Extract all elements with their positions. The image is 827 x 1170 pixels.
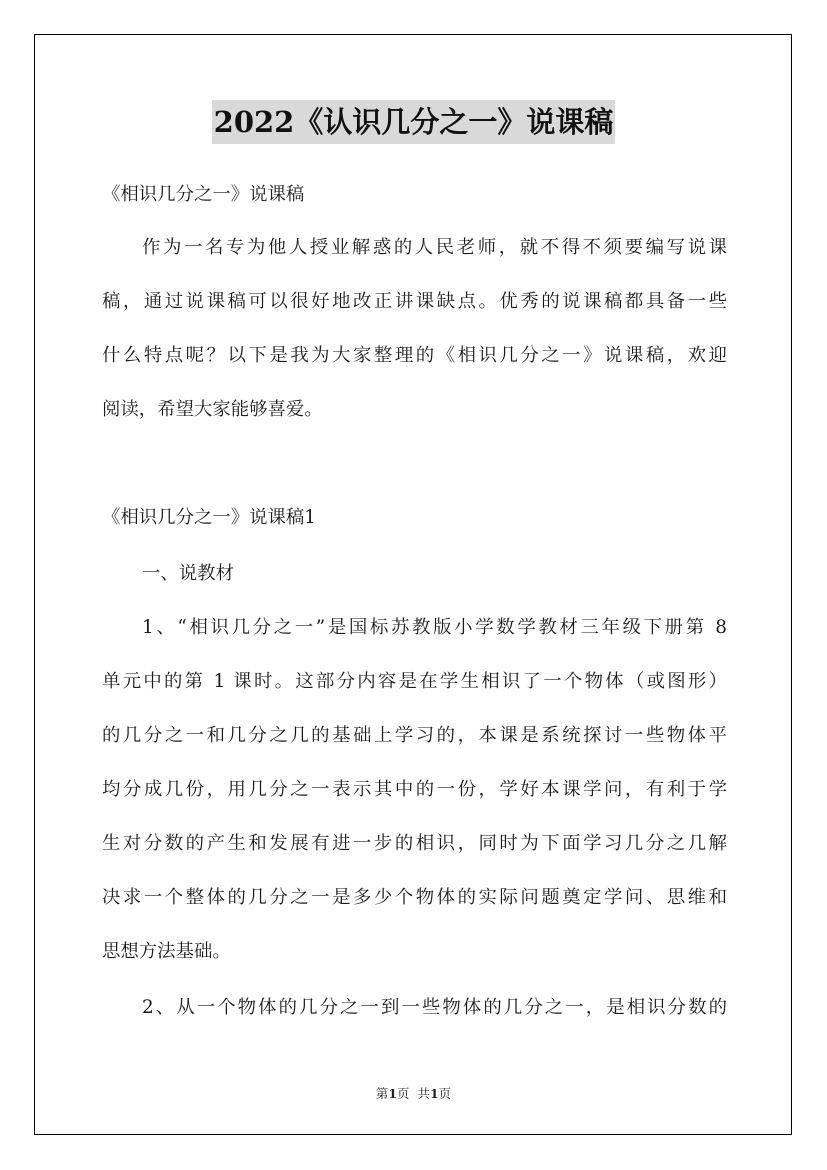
- section-title: 《相识几分之一》说课稿1: [102, 507, 316, 528]
- para1-line-2: 单元中的第 1 课时。这部分内容是在学生相识了一个物体（或图形）: [102, 671, 727, 692]
- footer-page-suffix: 页 共: [397, 1086, 430, 1101]
- section-heading: 一、说教材: [142, 563, 234, 584]
- footer-page-label: 第: [375, 1086, 389, 1101]
- document-title: 2022《认识几分之一》说课稿: [212, 100, 616, 144]
- intro-line-3: 什么特点呢？以下是我为大家整理的《相识几分之一》说课稿，欢迎: [102, 345, 727, 366]
- title-container: [0, 100, 827, 144]
- para1-line-6: 决求一个整体的几分之一是多少个物体的实际问题奠定学问、思维和: [102, 887, 727, 908]
- para1-line-1: 1、“相识几分之一”是国标苏教版小学数学教材三年级下册第 8: [142, 617, 727, 638]
- para1-line-7: 思想方法基础。: [102, 941, 231, 962]
- document-subtitle: 《相识几分之一》说课稿: [102, 184, 305, 205]
- footer-page-number: 1: [388, 1086, 398, 1101]
- para1-line-5: 生对分数的产生和发展有进一步的相识，同时为下面学习几分之几解: [102, 833, 727, 854]
- intro-line-4: 阅读，希望大家能够喜爱。: [102, 399, 323, 420]
- intro-line-1: 作为一名专为他人授业解惑的人民老师，就不得不须要编写说课: [142, 237, 727, 258]
- page-footer: [0, 1084, 827, 1102]
- para1-line-4: 均分成几份，用几分之一表示其中的一份，学好本课学问，有利于学: [102, 779, 727, 800]
- intro-line-2: 稿，通过说课稿可以很好地改正讲课缺点。优秀的说课稿都具备一些: [102, 291, 727, 312]
- footer-total-number: 1: [429, 1086, 439, 1101]
- para1-line-3: 的几分之一和几分之几的基础上学习的，本课是系统探讨一些物体平: [102, 725, 727, 746]
- para2-line-1: 2、从一个物体的几分之一到一些物体的几分之一，是相识分数的: [142, 997, 727, 1018]
- footer-total-suffix: 页: [438, 1086, 452, 1101]
